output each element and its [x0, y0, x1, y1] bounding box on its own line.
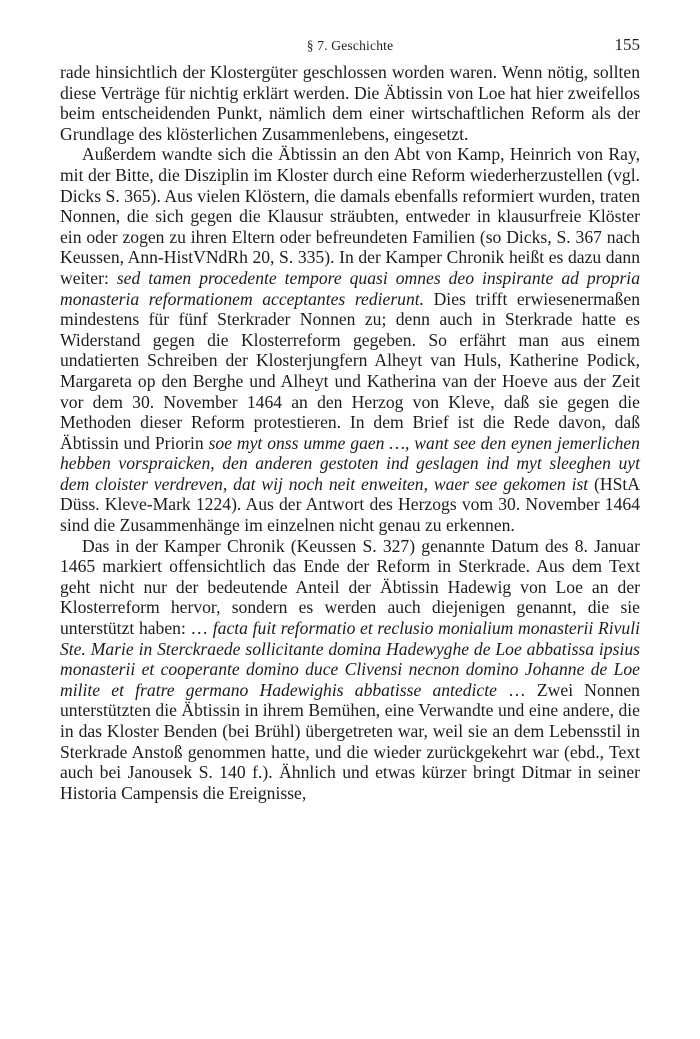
paragraph [60, 536, 640, 804]
section-title: § 7. Geschichte [306, 38, 394, 53]
text-run: Dies trifft erwiesenermaßen mindestens für fünf Sterkrader Nonnen zu; denn auch in Sterkrade hatte es Widerstand gegen die Klosterreform gegeben. So erfährt man aus einem undatierten Schreiben der Klosterjungfern Alheyt van Huls, Katherine Podick, Margareta op den Berghe und Alheyt und Katherina van der Hoeve aus der Zeit vor dem 30. November 1464 an den Herzog von Kleve, daß sie gegen die Methoden dieser Reform protestieren. In dem Brief ist die Rede davon, daß Äbtissin und Priorin [60, 288, 640, 453]
text-run: Das in der Kamper Chronik (Keussen S. 327) genannte Datum des 8. Januar 1465 markiert offensichtlich das Ende der Reform in Sterkrade. Aus dem Text geht nicht nur der bedeutende Anteil der Äbtissin Hadewig von Loe an der Klosterreform hervor, sondern es werden auch diejenigen genannt, die sie unterstützt haben: … [60, 535, 640, 639]
latin-quote: soe myt onss umme gaen …, want see den eynen jemerlichen hebben vorspraicken, den anderen gestoten ind geslagen ind myt sleeghen uyt dem cloister verdreven, dat wij noch neit enweiten, waer see gekomen ist [60, 432, 640, 494]
text-run: (HStA Düss. Kleve-Mark 1224). Aus der Antwort des Herzogs vom 30. November 1464 sind die Zusammenhänge im einzelnen nicht genau zu erkennen. [60, 473, 640, 536]
page-number: 155 [614, 35, 640, 54]
book-page [60, 30, 640, 803]
latin-quote: facta fuit reformatio et reclusio monialium monasterii Rivuli Ste. Marie in Sterckraede sollicitante domina Hadewyghe de Loe abbatissa ipsius monasterii et cooperante domino duce Clivensi necnon domino Johanne de Loe milite et fratre germano Hadewighis abbatisse antedicte [60, 618, 641, 700]
paragraph [60, 62, 640, 144]
text-run: Außerdem wandte sich die Äbtissin an den Abt von Kamp, Heinrich von Ray, mit der Bitte, die Disziplin im Kloster durch eine Reform wiederherzustellen (vgl. Dicks S. 365). Aus vielen Klöstern, die damals ebenfalls reformiert wurden, traten Nonnen, die sich gegen die Klausur sträubten, entweder in klausurfreie Klöster ein oder zogen zu ihren Eltern oder befreundeten Familien (so Dicks, S. 367 nach Keussen, Ann-HistVNdRh 20, S. 335). In der Kamper Chronik heißt es dazu dann weiter: [60, 144, 640, 288]
body-text [60, 62, 640, 803]
text-run: … Zwei Nonnen unterstützten die Äbtissin in ihrem Bemühen, eine Verwandte und eine andere, die in das Kloster Benden (bei Brühl) übergetreten war, weil sie an dem Lebensstil in Sterkrade Anstoß genommen hatte, und die wieder zurückgekehrt war (ebd., Text auch bei Janousek S. 140 f.). Ähnlich und etwas kürzer bringt Ditmar in seiner Historia Campensis die Ereignisse, [60, 679, 640, 803]
paragraph [60, 144, 640, 535]
latin-quote: sed tamen procedente tempore quasi omnes deo inspirante ad propria monasteria reformationem acceptantes redierunt. [60, 267, 640, 309]
running-head [60, 30, 640, 60]
text-run: rade hinsichtlich der Klostergüter geschlossen worden waren. Wenn nötig, sollten diese Verträge für nichtig erklärt werden. Die Äbtissin von Loe hat hier zweifellos beim entscheidenden Punkt, nämlich dem einer wirtschaftlichen Reform als der Grundlage des klösterlichen Zusammenlebens, eingesetzt. [60, 62, 640, 144]
